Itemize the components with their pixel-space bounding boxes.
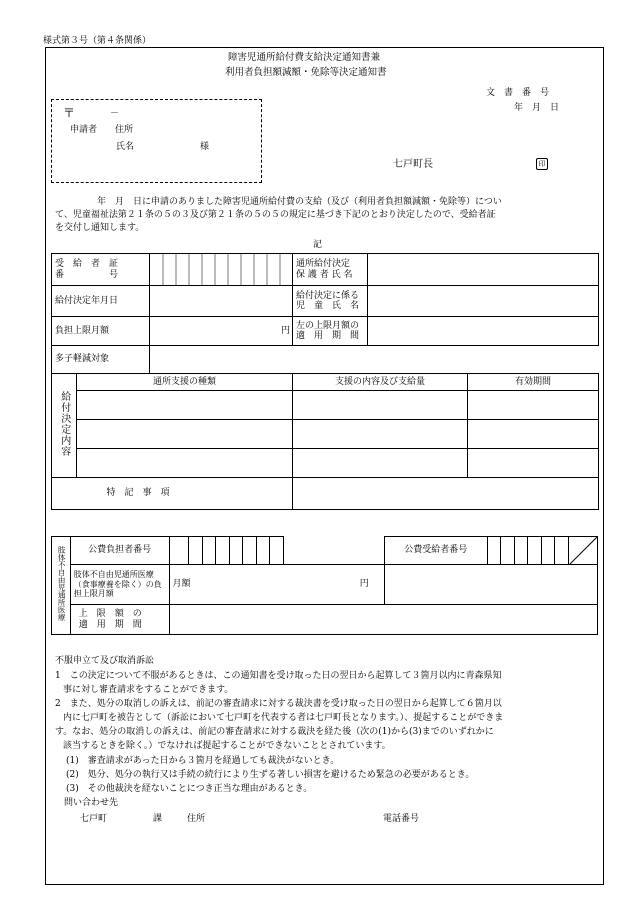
appeal-line-6: 該当するときを除く。）でなければ提起することができないこととされています。 (63, 741, 391, 751)
address-label: 住所 (115, 125, 134, 135)
address-block (51, 99, 262, 183)
limit-period-cell (368, 317, 599, 346)
contact-town: 七戸町 (80, 814, 108, 824)
service-row-3-type (77, 449, 293, 478)
payer-no-cell-7 (256, 537, 270, 565)
recipient-public-no-cell-5 (541, 537, 555, 565)
medical-table (51, 536, 598, 635)
payer-no-label: 公費負担者番号 (70, 537, 169, 565)
multi-child-label: 多子軽減対象 (52, 346, 150, 374)
name-label: 氏名 (116, 142, 135, 152)
limit-period-label-a: 左の上限月額の (296, 320, 360, 331)
payer-no-cell-2 (189, 537, 203, 565)
limit-label: 負担上限月額 (52, 317, 150, 346)
title-line-2: 利用者負担額減額・免除等決定通知書 (225, 67, 387, 78)
payer-no-cell-3 (202, 537, 216, 565)
decision-table (51, 253, 599, 510)
child-name-cell (368, 286, 599, 317)
appeal-line-5: す。なお、処分の取消しの訴えは、前記の審査請求に対する裁決を経た後（次の(1)から(3)までのいずれかに (55, 727, 494, 737)
intro-line-2: て、児童福祉法第２１条の５の３及び第２１条の５の５の規定に基づき下記のとおり決定したので、受給者証 (55, 210, 496, 220)
recipient-public-no-cell-7 (568, 537, 597, 565)
spacer-cell (283, 537, 384, 565)
payer-no-cell-8 (270, 537, 284, 565)
guardian-name-cell (368, 254, 599, 286)
recipient-public-no-cell-4 (528, 537, 542, 565)
appeal-item-2: (2) 処分、処分の執行又は手続の続行により生ずる著しい損害を避けるため緊急の必要があるとき。 (66, 770, 475, 780)
col-service-contents: 支援の内容及び支給量 (293, 374, 468, 391)
decision-date-label: 給付決定年月日 (52, 286, 150, 317)
appeal-line-2: 事に対し審査請求をすることができます。 (63, 685, 234, 695)
service-row-1-contents (293, 391, 468, 420)
intro-line-1: 年 月 日に申請のありました障害児通所給付費の支給（及び（利用者負担額減額・免除等）につい (97, 197, 502, 207)
honorific: 様 (200, 142, 210, 152)
decision-date-cell (150, 286, 293, 317)
payer-no-cell-4 (216, 537, 230, 565)
ki-label: 記 (313, 240, 323, 250)
child-label-b: 児 童 氏 名 (296, 301, 360, 311)
remarks-label: 特 記 事 項 (77, 478, 293, 510)
service-row-3-period (468, 449, 599, 478)
appeal-heading: 不服申立て及び取消訴訟 (55, 656, 155, 666)
issuer: 七戸町長 (393, 159, 433, 170)
multi-child-cell (150, 346, 599, 374)
recipient-public-no-label: 公費受給者番号 (384, 537, 487, 565)
monthly-label: 月額 (172, 579, 191, 590)
decision-contents-label: 給付決定内容 (58, 390, 70, 457)
guardian-label-b: 保 護 者 氏 名 (296, 269, 353, 280)
postal-mark: 〒 (63, 106, 76, 120)
recipient-public-no-cell-1 (487, 537, 501, 565)
medical-limit-blank (384, 565, 597, 605)
appeal-item-3: (3) その他裁決を経ないことにつき正当な理由があるとき。 (66, 784, 313, 794)
date-label: 年 月 日 (514, 103, 560, 113)
child-label-a: 給付決定に係る (296, 290, 360, 301)
medical-period-label-a: 上 限 額 の (78, 609, 142, 620)
applicant-label: 申請者 (70, 125, 98, 135)
appeal-item-1: (1) 審査請求があった日から３箇月を経過しても裁決がないとき。 (66, 756, 340, 766)
service-row-1-period (468, 391, 599, 420)
monthly-yen: 円 (359, 579, 369, 590)
payer-no-cell-5 (229, 537, 243, 565)
medical-period-cell (169, 605, 597, 635)
service-row-2-contents (293, 420, 468, 449)
appeal-line-1: 1 この決定について不服があるときは、この通知書を受け取った日の翌日から起算して３箇月以内に青森県知 (55, 671, 502, 681)
diagonal-slash (569, 537, 597, 565)
recipient-no-cells (150, 254, 293, 286)
recipient-no-label-a: 受 給 者 証 (55, 259, 119, 270)
seal-mark: 印 (536, 158, 548, 170)
postal-dash: － (110, 109, 120, 119)
contact-address: 住所 (187, 814, 206, 824)
intro-line-3: を交付し通知します。 (55, 223, 145, 233)
service-row-2-period (468, 420, 599, 449)
guardian-label-a: 通所給付決定 (296, 259, 351, 270)
recipient-no-label-b: 番 号 (55, 269, 119, 280)
limit-yen: 円 (150, 317, 293, 346)
medical-limit-label: 肢体不自由児通所医療（食事療養を除く）の負担上限月額 (70, 565, 169, 605)
medical-period-label-b: 適 用 期 間 (78, 619, 142, 630)
service-row-2-type (77, 420, 293, 449)
appeal-line-4: 内に七戸町を被告として（訴訟において七戸町を代表する者は七戸町長となります。）、提起することができま (63, 713, 504, 723)
form-number: 様式第３号（第４条関係） (43, 36, 152, 46)
document-number-label: 文 書 番 号 (486, 88, 550, 98)
limit-period-label-b: 適 用 期 間 (296, 331, 360, 341)
service-row-1-type (77, 391, 293, 420)
payer-no-cell-1 (169, 537, 189, 565)
recipient-public-no-cell-2 (501, 537, 515, 565)
remarks-cell (293, 478, 599, 510)
appeal-line-3: 2 また、処分の取消しの訴えは、前記の審査請求に対する裁決書を受け取った日の翌日から起算して６箇月以 (55, 699, 502, 709)
contact-phone: 電話番号 (383, 814, 420, 824)
recipient-public-no-cell-3 (514, 537, 528, 565)
title-line-1: 障害児通所給付費支給決定通知書兼 (228, 52, 381, 63)
col-service-type: 通所支援の種類 (77, 374, 293, 391)
contact-heading: 問い合わせ先 (64, 798, 119, 808)
payer-no-cell-6 (243, 537, 257, 565)
medical-side-label: 肢体不自由児通所医療 (57, 546, 67, 622)
recipient-public-no-cell-6 (555, 537, 569, 565)
col-valid-period: 有効期間 (468, 374, 599, 391)
contact-section: 課 (153, 814, 163, 824)
service-row-3-contents (293, 449, 468, 478)
